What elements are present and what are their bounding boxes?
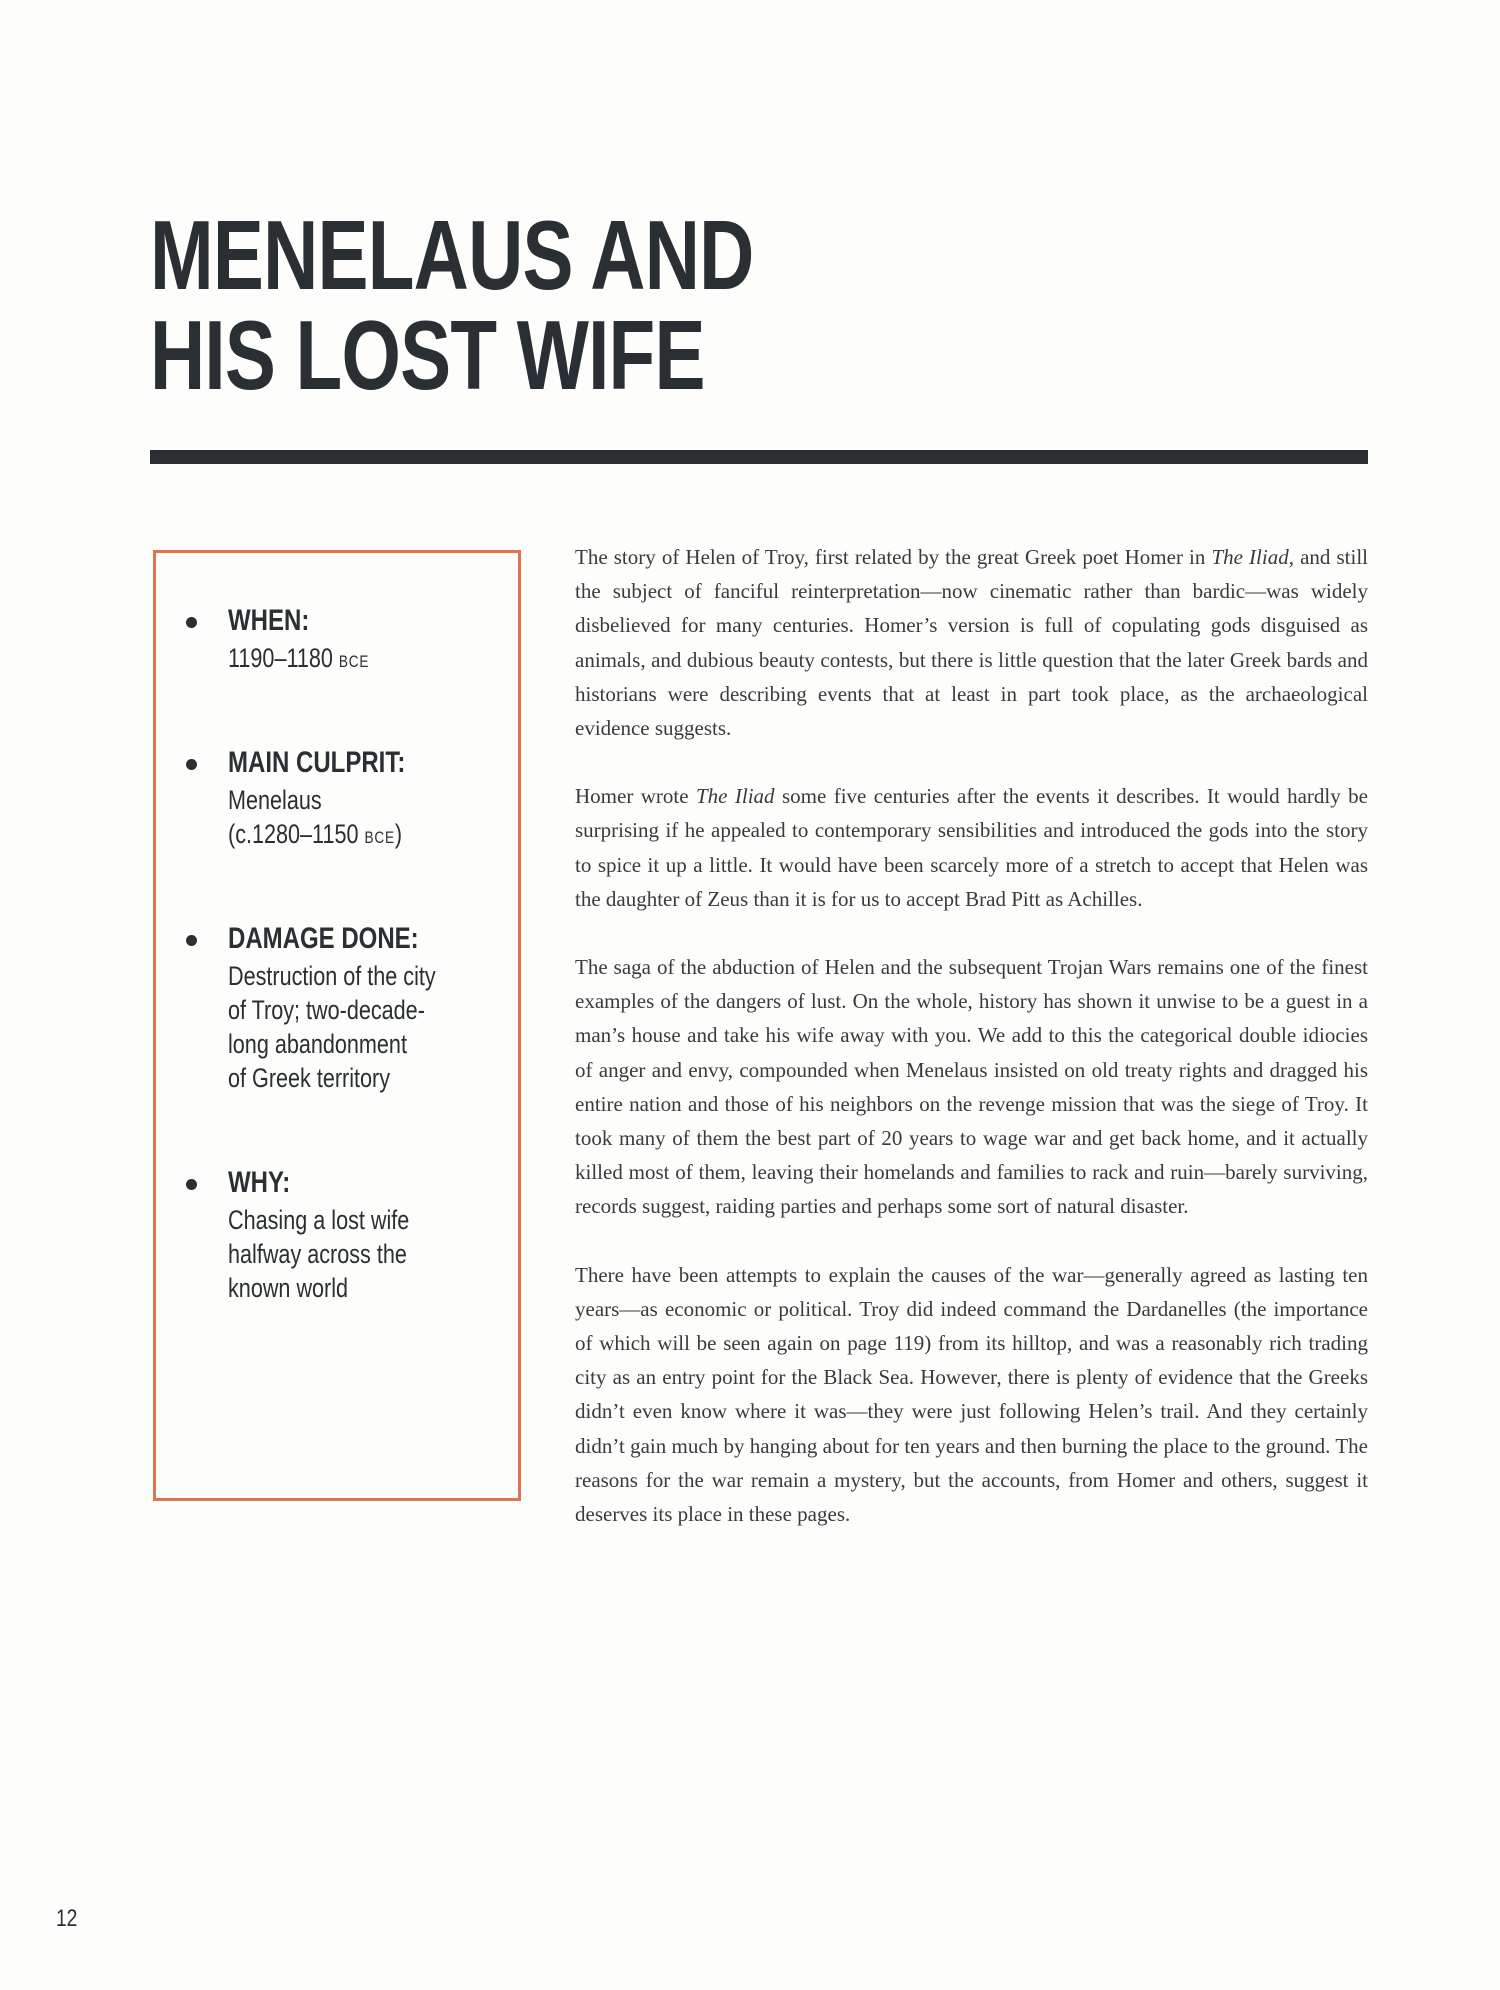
era-abbrev: BCE xyxy=(364,828,395,847)
title-divider-rule xyxy=(150,450,1368,464)
fact-value-text: 1190–1180 xyxy=(228,643,339,673)
fact-label: MAIN CULPRIT: xyxy=(228,746,406,779)
bullet-icon xyxy=(186,617,197,628)
fact-value-end: ) xyxy=(394,819,403,849)
fact-value xyxy=(228,783,492,855)
fact-value-text: Chasing a lost wife halfway across the known world xyxy=(228,1205,410,1303)
p2-text-start: Homer wrote xyxy=(575,784,696,809)
book-title-iliad: The Iliad xyxy=(695,784,775,809)
body-paragraph-2 xyxy=(575,779,1368,916)
fact-label: DAMAGE DONE: xyxy=(228,922,419,955)
p1-text-end: and still the subject of fanciful reinterpretation—now cinematic rather than bardic—was widely disbelieved for many centuries. Homer’s version is full of copulating gods disguised as animals, and dubious beauty contests, but there is little question that the later Greek bards and historians were describing events that at least in part took place, as the archaeological evidence suggests. xyxy=(575,545,1368,741)
chapter-title-line-1: MENELAUS AND xyxy=(150,200,754,310)
p2-text-end: some five centuries after the events it describes. It would hardly be surprising if he appealed to contemporary sensibilities and introduced the gods into the story to spice it up a little. It would have been scarcely more of a stretch to accept that Helen was the daughter of Zeus than it is for us to accept Brad Pitt as Achilles. xyxy=(575,784,1368,911)
bullet-icon xyxy=(186,759,197,770)
bullet-icon xyxy=(186,1179,197,1190)
bullet-icon xyxy=(186,935,197,946)
fact-value xyxy=(228,959,492,1099)
article-body xyxy=(575,540,1368,1565)
body-paragraph-3: The saga of the abduction of Helen and the subsequent Trojan Wars remains one of the finest examples of the dangers of lust. On the whole, history has shown it unwise to be a guest in a man’s house and take his wife away with you. We add to this the categorical double idiocies of anger and envy, compounded when Menelaus insisted on old treaty rights and dragged his entire nation and those of his neighbors on the revenge mission that was the siege of Troy. It took many of them the best part of 20 years to wage war and get back home, and it actually killed most of them, leaving their homelands and families to rack and ruin—barely surviving, records suggest, raiding parties and perhaps some sort of natural disaster. xyxy=(575,955,1368,1219)
chapter-title-line-2: HIS LOST WIFE xyxy=(150,300,705,410)
p1-text-start: The story of Helen of Troy, first related by the great Greek poet Homer in xyxy=(575,545,1212,569)
fact-label: WHEN: xyxy=(228,604,310,637)
fact-box xyxy=(153,550,521,1501)
fact-value xyxy=(228,641,492,679)
era-abbrev: BCE xyxy=(338,652,370,671)
fact-value xyxy=(228,1203,492,1309)
book-title-iliad: The Iliad, xyxy=(1211,545,1294,569)
fact-value-text: Destruction of the city of Troy; two-decade- long abandonment of Greek territory xyxy=(228,961,436,1093)
body-paragraph-4: There have been attempts to explain the causes of the war—generally agreed as lasting ten years—as economic or political. Troy did indeed command the Dardanelles (the importance of which will be seen again on page 119) from its hilltop, and was a reasonably rich trading city as an entry point for the Black Sea. However, there is plenty of evidence that the Greeks didn’t even know where it was—they were just following Helen’s trail. And they certainly didn’t gain much by hanging about for ten years and then burning the place to the ground. The reasons for the war remain a mystery, but the accounts, from Homer and others, suggest it deserves its place in these pages. xyxy=(575,1262,1368,1527)
page-number: 12 xyxy=(56,1905,78,1932)
fact-value-text: Menelaus (c.1280–1150 xyxy=(228,785,359,849)
body-paragraph-1 xyxy=(575,540,1368,745)
chapter-title xyxy=(150,200,754,410)
fact-label: WHY: xyxy=(228,1166,291,1199)
